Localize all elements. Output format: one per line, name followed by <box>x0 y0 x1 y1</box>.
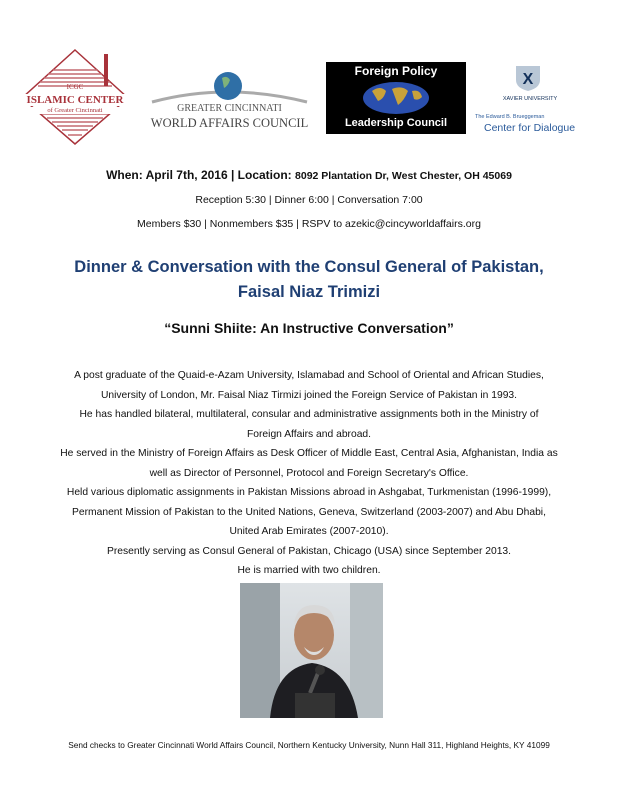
location-value: 8092 Plantation Dr, West Chester, OH 45069 <box>295 170 512 182</box>
xavier-center-line2: Center for Dialogue <box>484 122 576 134</box>
foreign-policy-line1: Foreign Policy <box>354 64 438 78</box>
bio-line: Permanent Mission of Pakistan to the United Nations, Geneva, Switzerland (2003-2007) and Abu Dhabi, <box>72 506 546 518</box>
bio-line: He is married with two children. <box>237 565 381 576</box>
speaker-bio <box>0 366 618 581</box>
speaker-photo <box>240 583 383 718</box>
bio-line: Presently serving as Consul General of Pakistan, Chicago (USA) since September 2013. <box>106 545 512 557</box>
globe-icon <box>142 68 317 108</box>
foreign-policy-logo <box>326 62 466 134</box>
event-title-line1: Dinner & Conversation with the Consul General of Pakistan, <box>74 258 544 276</box>
when-label: When: <box>106 168 143 182</box>
event-schedule: Reception 5:30 | Dinner 6:00 | Conversation 7:00 <box>195 194 423 206</box>
world-affairs-line1: GREATER CINCINNATI <box>177 103 282 114</box>
bio-line: A post graduate of the Quaid-e-Azam University, Islamabad and School of Oriental and African Studies, <box>74 370 544 381</box>
islamic-center-subtitle: of Greater Cincinnati <box>20 107 130 114</box>
separator: | <box>227 168 238 182</box>
bio-line: University of London, Mr. Faisal Niaz Tirmizi joined the Foreign Service of Pakistan in 1993. <box>100 389 518 401</box>
bio-line: Held various diplomatic assignments in Pakistan Missions abroad in Ashgabat, Turkmenistan (1996-1999), <box>66 487 552 498</box>
bio-line: He has handled bilateral, multilateral, consular and administrative assignments both in the Ministry of <box>79 409 539 420</box>
xavier-university-text: XAVIER UNIVERSITY <box>502 96 558 102</box>
event-when-location <box>0 168 618 182</box>
bio-line: Foreign Affairs and abroad. <box>246 428 372 440</box>
islamic-center-logo <box>20 48 130 146</box>
footer-mailing-address: Send checks to Greater Cincinnati World Affairs Council, Northern Kentucky University, Nunn Hall 311, Highland Heights, KY 41099 <box>68 740 550 750</box>
event-title-line2: Faisal Niaz Trimizi <box>237 283 381 301</box>
world-affairs-line2: WORLD AFFAIRS COUNCIL <box>150 116 309 130</box>
foreign-policy-line2: Leadership Council <box>344 117 448 129</box>
world-affairs-council-logo <box>142 68 317 134</box>
bio-line: United Arab Emirates (2007-2010). <box>229 526 389 537</box>
xavier-shield-icon <box>514 64 542 92</box>
xavier-center-line1: The Edward B. Brueggeman <box>475 114 545 120</box>
event-pricing: Members $30 | Nonmembers $35 | RSPV to azekic@cincyworldaffairs.org <box>137 218 481 230</box>
bio-line: well as Director of Personnel, Protocol and Foreign Secretary's Office. <box>149 467 469 479</box>
bio-line: He served in the Ministry of Foreign Affairs as Desk Officer of Middle East, Central Asia, Afghanistan, India as <box>60 448 558 459</box>
location-label: Location: <box>237 168 292 182</box>
islamic-center-abbr: ICGC <box>66 83 84 91</box>
xavier-center-logo <box>470 62 590 140</box>
when-value: April 7th, 2016 <box>145 168 228 182</box>
world-map-icon <box>362 81 430 115</box>
svg-text:X: X <box>522 71 534 88</box>
event-subtitle: “Sunni Shiite: An Instructive Conversation” <box>164 320 454 336</box>
islamic-center-name: ISLAMIC CENTER <box>20 94 130 106</box>
speaker-portrait-icon <box>240 583 383 718</box>
